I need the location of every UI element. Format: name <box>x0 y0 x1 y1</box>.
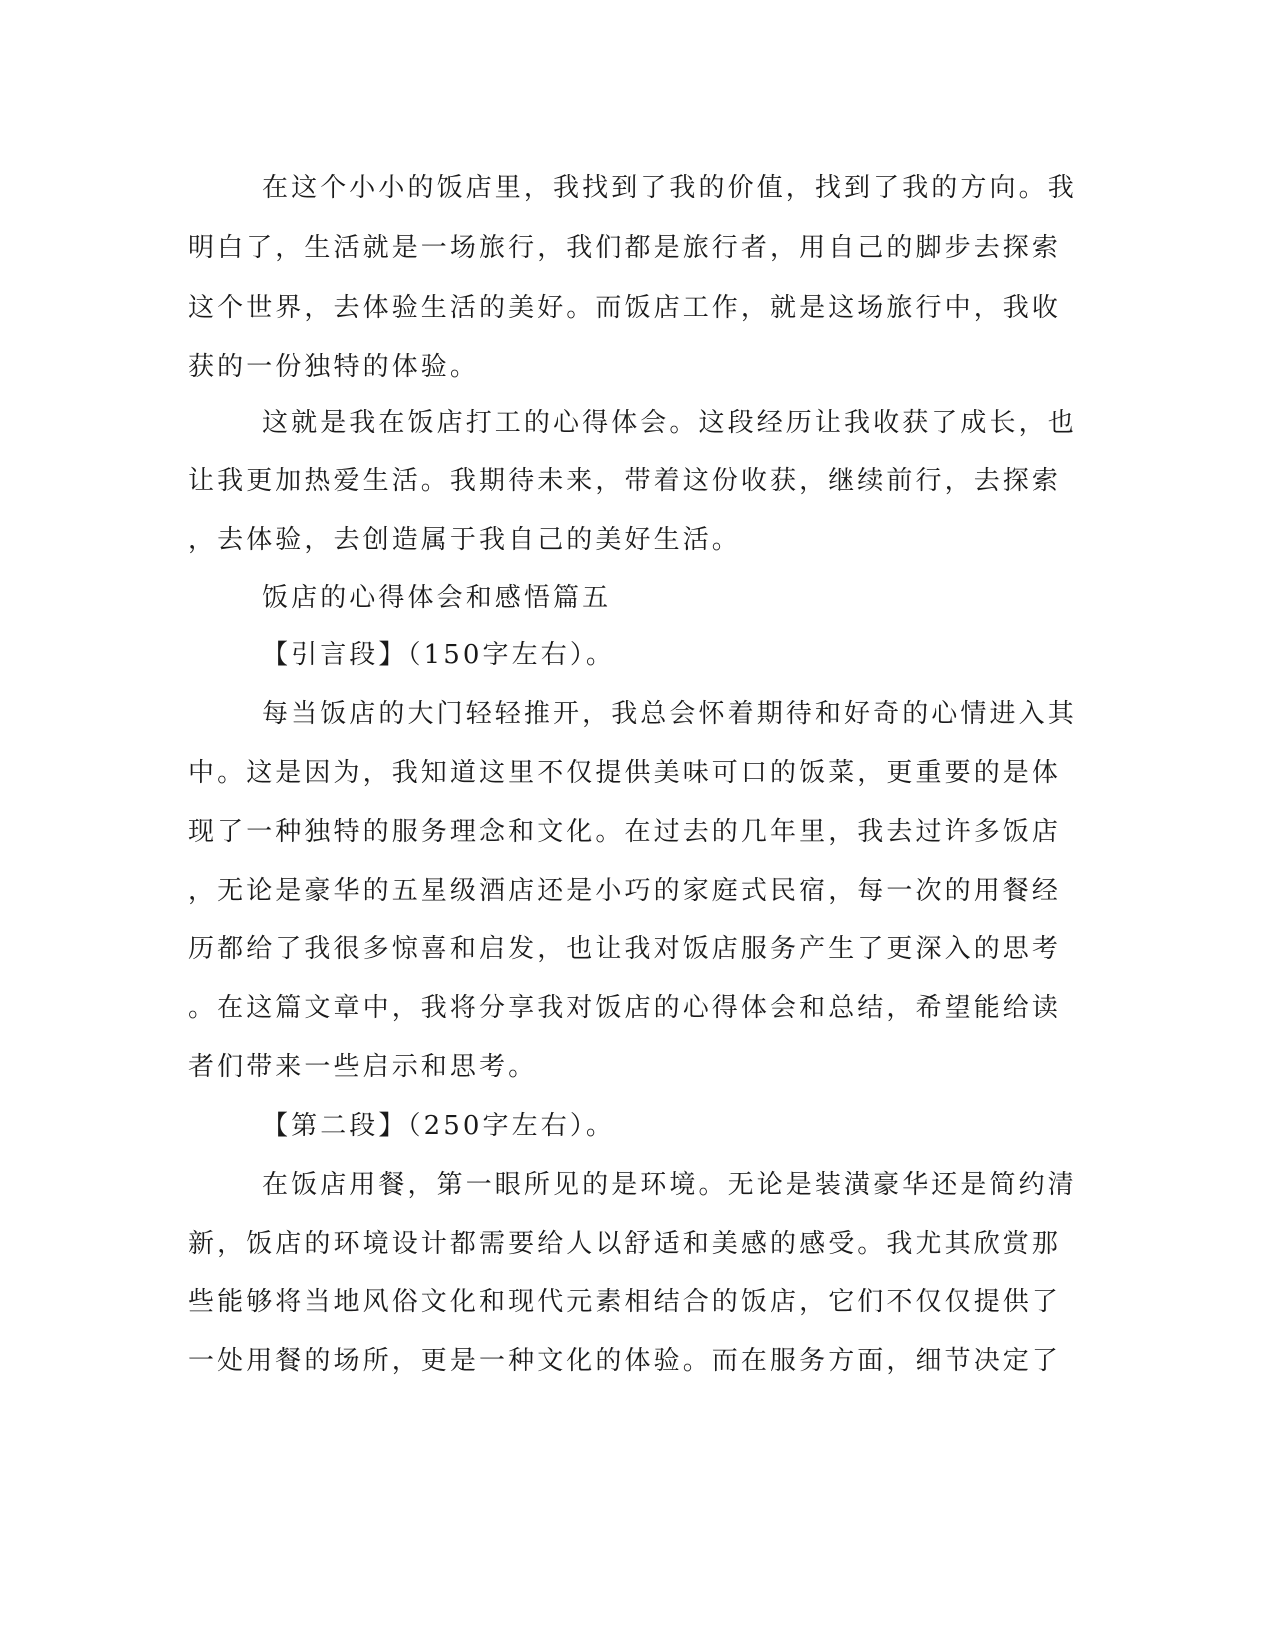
paragraph-line: 在饭店用餐，第一眼所见的是环境。无论是装潢豪华还是简约清 <box>262 1170 1077 1200</box>
paragraph-line: 明白了，生活就是一场旅行，我们都是旅行者，用自己的脚步去探索 <box>188 233 1062 263</box>
paragraph-line: 每当饭店的大门轻轻推开，我总会怀着期待和好奇的心情进入其 <box>262 699 1077 729</box>
paragraph-line: ，无论是豪华的五星级酒店还是小巧的家庭式民宿，每一次的用餐经 <box>188 876 1062 906</box>
section-heading: 饭店的心得体会和感悟篇五 <box>262 583 612 613</box>
paragraph-line: 让我更加热爱生活。我期待未来，带着这份收获，继续前行，去探索 <box>188 466 1062 496</box>
paragraph-line: 者们带来一些启示和思考。 <box>188 1052 538 1082</box>
paragraph-line: 一处用餐的场所，更是一种文化的体验。而在服务方面，细节决定了 <box>188 1346 1062 1376</box>
paragraph-line: 现了一种独特的服务理念和文化。在过去的几年里，我去过许多饭店 <box>188 817 1062 847</box>
paragraph-line: 中。这是因为，我知道这里不仅提供美味可口的饭菜，更重要的是体 <box>188 758 1062 788</box>
paragraph-line: ，去体验，去创造属于我自己的美好生活。 <box>188 525 741 555</box>
paragraph-line: 历都给了我很多惊喜和启发，也让我对饭店服务产生了更深入的思考 <box>188 934 1062 964</box>
paragraph-line: 获的一份独特的体验。 <box>188 352 480 382</box>
paragraph-line: 在这个小小的饭店里，我找到了我的价值，找到了我的方向。我 <box>262 173 1077 203</box>
paragraph-line: 这个世界，去体验生活的美好。而饭店工作，就是这场旅行中，我收 <box>188 293 1062 323</box>
paragraph-line: 些能够将当地风俗文化和现代元素相结合的饭店，它们不仅仅提供了 <box>188 1287 1062 1317</box>
paragraph-line: 新，饭店的环境设计都需要给人以舒适和美感的感受。我尤其欣赏那 <box>188 1229 1062 1259</box>
section-label: 【引言段】（150字左右）。 <box>262 640 616 670</box>
paragraph-line: 。在这篇文章中，我将分享我对饭店的心得体会和总结，希望能给读 <box>188 993 1062 1023</box>
section-label: 【第二段】（250字左右）。 <box>262 1111 616 1141</box>
paragraph-line: 这就是我在饭店打工的心得体会。这段经历让我收获了成长，也 <box>262 408 1077 438</box>
